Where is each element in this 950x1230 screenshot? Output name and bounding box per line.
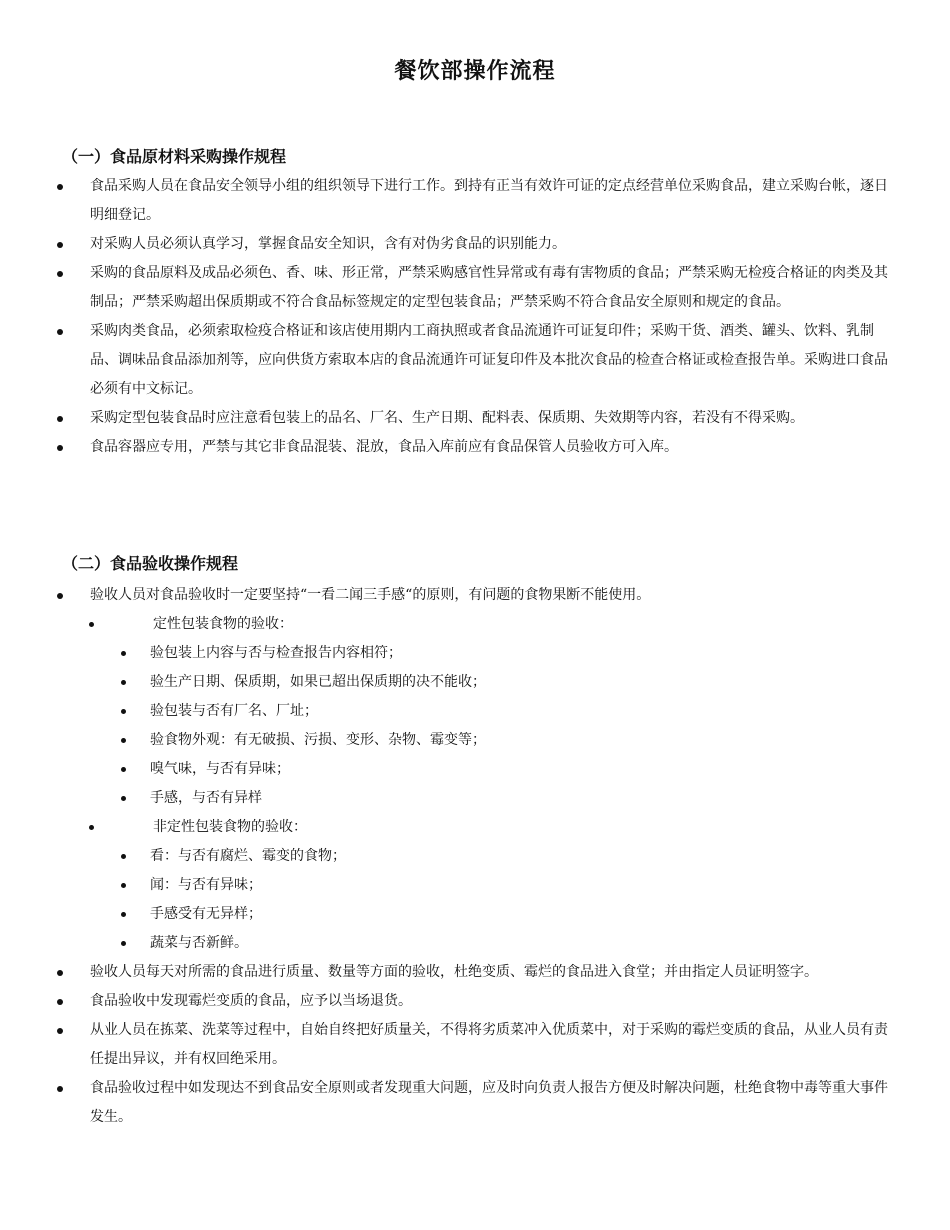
list-item-intro: 验收人员对食品验收时一定要坚持“一看二闻三手感“的原则，有问题的食物果断不能使用。: [0, 581, 890, 610]
inspection-list: [0, 581, 950, 1132]
sub-list-item: 验包装与否有厂名、厂址；: [0, 697, 890, 726]
bullet-icon: [121, 709, 126, 714]
bullet-icon: [57, 1086, 63, 1092]
sub-list-item: 蔬菜与否新鲜。: [0, 929, 890, 958]
list-item: 采购的食品原料及成品必须色、香、味、形正常，严禁采购感官性异常或有毒有害物质的食品；严禁采购无检疫合格证的肉类及其制品；严禁采购超出保质期或不符合食品标签规定的定型包装食品；严禁采购不符合食品安全原则和规定的食品。: [0, 259, 890, 317]
bullet-icon: [121, 680, 126, 685]
sub-list-item: 闻：与否有异味；: [0, 871, 890, 900]
bullet-icon: [121, 912, 126, 917]
bullet-icon: [121, 883, 126, 888]
bullet-icon: [57, 1028, 63, 1034]
procurement-list: [0, 172, 950, 462]
list-item: 采购定型包装食品时应注意看包装上的品名、厂名、生产日期、配料表、保质期、失效期等内容，若没有不得采购。: [0, 404, 890, 433]
bullet-icon: [57, 416, 63, 422]
bullet-icon: [57, 184, 63, 190]
bullet-icon: [57, 271, 63, 277]
sub-list-item: 看：与否有腐烂、霉变的食物；: [0, 842, 890, 871]
group-label-unpackaged: 非定性包装食物的验收：: [0, 813, 890, 842]
section-heading-inspection: （二）食品验收操作规程: [62, 554, 239, 573]
list-item: 食品验收中发现霉烂变质的食品，应予以当场退货。: [0, 987, 890, 1016]
sub-list-item: 嗅气味，与否有异味；: [0, 755, 890, 784]
list-item: 食品容器应专用，严禁与其它非食品混装、混放，食品入库前应有食品保管人员验收方可入库。: [0, 433, 890, 462]
page-title: 餐饮部操作流程: [394, 59, 556, 84]
list-item: 食品验收过程中如发现达不到食品安全原则或者发现重大问题，应及时向负责人报告方便及时解决问题，杜绝食物中毒等重大事件发生。: [0, 1074, 890, 1132]
bullet-icon: [121, 767, 126, 772]
list-item: 食品采购人员在食品安全领导小组的组织领导下进行工作。到持有正当有效许可证的定点经营单位采购食品，建立采购台帐，逐日明细登记。: [0, 172, 890, 230]
bullet-icon: [121, 941, 126, 946]
sub-list-item: 验生产日期、保质期，如果已超出保质期的决不能收；: [0, 668, 890, 697]
bullet-icon: [57, 445, 63, 451]
sub-list-item: 验包装上内容与否与检查报告内容相符；: [0, 639, 890, 668]
bullet-icon: [57, 593, 63, 599]
sub-list-item: 手感受有无异样；: [0, 900, 890, 929]
list-item: 采购肉类食品，必须索取检疫合格证和该店使用期内工商执照或者食品流通许可证复印件；采购干货、酒类、罐头、饮料、乳制品、调味品食品添加剂等，应向供货方索取本店的食品流通许可证复印件及本批次食品的检查合格证或检查报告单。采购进口食品必须有中文标记。: [0, 317, 890, 404]
sub-list-item: 验食物外观：有无破损、污损、变形、杂物、霉变等；: [0, 726, 890, 755]
bullet-icon: [89, 622, 94, 627]
list-item: 验收人员每天对所需的食品进行质量、数量等方面的验收，杜绝变质、霉烂的食品进入食堂；并由指定人员证明签字。: [0, 958, 890, 987]
bullet-icon: [121, 651, 126, 656]
group-label-packaged: 定性包装食物的验收：: [0, 610, 890, 639]
bullet-icon: [89, 825, 94, 830]
sub-list-item: 手感，与否有异样: [0, 784, 890, 813]
list-item: 从业人员在拣菜、洗菜等过程中，自始自终把好质量关，不得将劣质菜冲入优质菜中，对于采购的霉烂变质的食品，从业人员有责任提出异议，并有权回绝采用。: [0, 1016, 890, 1074]
bullet-icon: [121, 854, 126, 859]
bullet-icon: [57, 242, 63, 248]
list-item: 对采购人员必须认真学习，掌握食品安全知识，含有对伪劣食品的识别能力。: [0, 230, 890, 259]
bullet-icon: [57, 999, 63, 1005]
bullet-icon: [121, 738, 126, 743]
section-heading-procurement: （一）食品原材料采购操作规程: [62, 147, 287, 166]
bullet-icon: [57, 970, 63, 976]
bullet-icon: [121, 796, 126, 801]
bullet-icon: [57, 329, 63, 335]
